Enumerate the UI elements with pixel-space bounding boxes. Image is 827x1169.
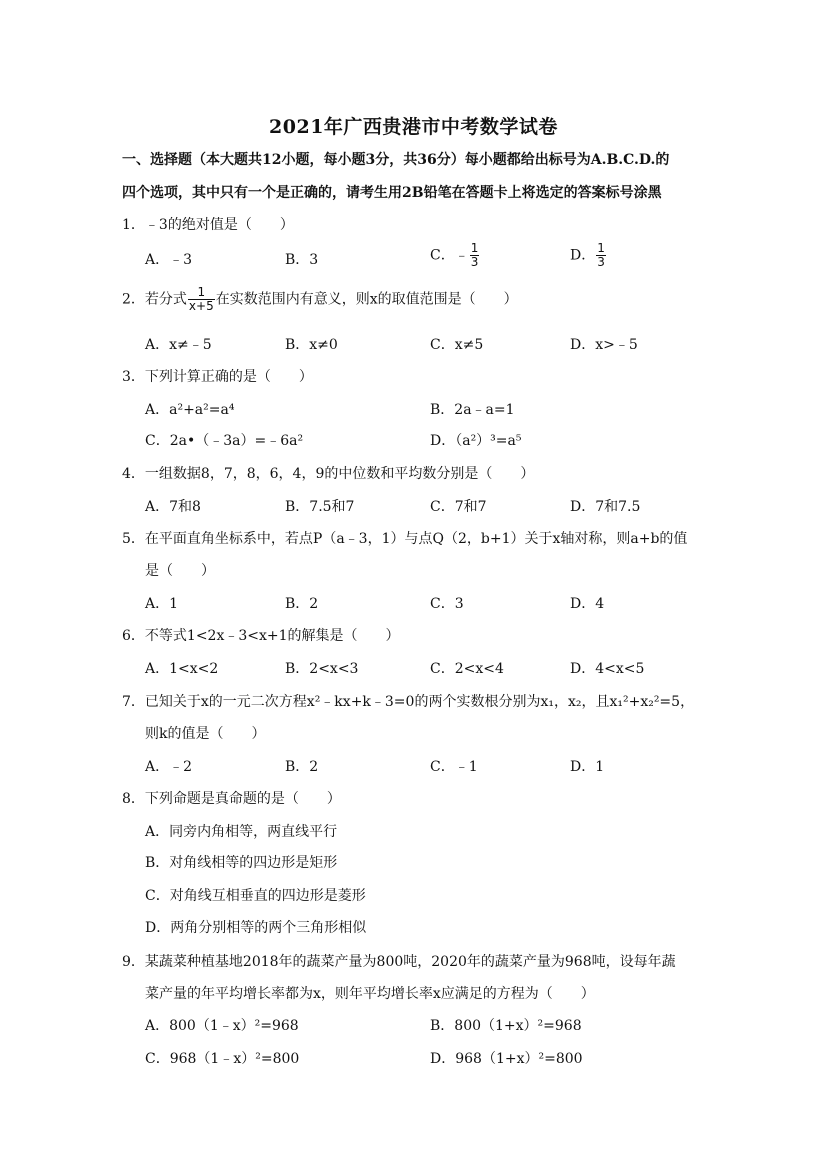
q7-stem-line2: 则k的值是（ ） [145, 726, 266, 742]
q2-fraction [188, 286, 215, 313]
q7-stem-line1: 7．已知关于x的一元二次方程x²﹣kx+k﹣3=0的两个实数根分别为x₁，x₂，且x₁²+x₂²=5， [122, 694, 695, 710]
q9-option-a: A．800（1﹣x）²=968 [145, 1018, 299, 1034]
q5-option-a: A．1 [145, 596, 179, 612]
q4-option-d: D．7和7.5 [570, 499, 641, 515]
q4-option-b: B．7.5和7 [285, 499, 355, 515]
fraction-numerator: 1 [470, 241, 479, 255]
q9-stem-line2: 菜产量的年平均增长率都为x，则年平均增长率x应满足的方程为（ ） [145, 986, 595, 1002]
q5-stem-line1: 5．在平面直角坐标系中，若点P（a﹣3，1）与点Q（2，b+1）关于x轴对称，则a+b的值 [122, 531, 688, 547]
q8-option-b: B．对角线相等的四边形是矩形 [145, 855, 338, 871]
q8-option-a: A．同旁内角相等，两直线平行 [145, 824, 338, 840]
q1-stem: 1．﹣3的绝对值是（ ） [122, 217, 294, 233]
q6-option-b: B．2<x<3 [285, 661, 359, 677]
q1-option-c-prefix: C．﹣ [430, 247, 469, 264]
q8-option-c: C．对角线互相垂直的四边形是菱形 [145, 888, 366, 904]
q6-option-d: D．4<x<5 [570, 661, 645, 677]
q8-stem: 8．下列命题是真命题的是（ ） [122, 791, 341, 807]
q1-option-a: A．﹣3 [145, 252, 193, 268]
q3-option-b: B．2a﹣a=1 [430, 402, 515, 418]
q5-option-c: C．3 [430, 596, 464, 612]
q8-option-d: D．两角分别相等的两个三角形相似 [145, 920, 367, 936]
q5-stem-line2: 是（ ） [145, 563, 215, 579]
q1-option-b: B．3 [285, 252, 319, 268]
q7-option-b: B．2 [285, 759, 319, 775]
fraction-denominator: 3 [470, 255, 479, 269]
q3-option-a: A．a²+a²=a⁴ [145, 402, 235, 418]
q7-option-a: A．﹣2 [145, 759, 193, 775]
q2-option-a: A．x≠﹣5 [145, 337, 212, 353]
q5-option-b: B．2 [285, 596, 319, 612]
q4-option-a: A．7和8 [145, 499, 201, 515]
fraction-denominator: 3 [597, 255, 605, 269]
q2-option-d: D．x>﹣5 [570, 337, 638, 353]
q4-option-c: C．7和7 [430, 499, 487, 515]
section-instructions-line1: 一、选择题（本大题共12小题，每小题3分，共36分）每小题都给出标号为A.B.C.D.的 [122, 152, 670, 168]
q3-stem: 3．下列计算正确的是（ ） [122, 369, 313, 385]
q9-stem-line1: 9．某蔬菜种植基地2018年的蔬菜产量为800吨，2020年的蔬菜产量为968吨，设每年蔬 [122, 954, 676, 970]
q9-option-c: C．968（1﹣x）²=800 [145, 1051, 300, 1067]
q1-option-d [570, 242, 607, 269]
fraction-numerator: 1 [197, 285, 206, 299]
q1-option-c-fraction [470, 242, 480, 269]
q4-stem: 4．一组数据8，7，8，6，4，9的中位数和平均数分别是（ ） [122, 466, 535, 482]
q6-option-c: C．2<x<4 [430, 661, 504, 677]
q1-option-d-prefix: D． [570, 247, 596, 264]
section-instructions-line2: 四个选项，其中只有一个是正确的，请考生用2B铅笔在答题卡上将选定的答案标号涂黑 [122, 185, 662, 201]
q1-option-d-fraction [596, 242, 606, 269]
fraction-denominator: x+5 [188, 299, 214, 313]
q9-option-b: B．800（1+x）²=968 [430, 1018, 582, 1034]
q2-stem-pre: 2．若分式 [122, 291, 187, 308]
q9-option-d: D．968（1+x）²=800 [430, 1051, 583, 1067]
q3-option-c: C．2a•（﹣3a）=﹣6a² [145, 433, 304, 449]
q6-option-a: A．1<x<2 [145, 661, 219, 677]
q3-option-d: D．（a²）³=a⁵ [430, 433, 522, 449]
q2-option-c: C．x≠5 [430, 337, 484, 353]
page-title: 2021年广西贵港市中考数学试卷 [269, 116, 558, 138]
q5-option-d: D．4 [570, 596, 605, 612]
q2-stem [122, 286, 518, 313]
q7-option-d: D．1 [570, 759, 605, 775]
q2-stem-post: 在实数范围内有意义，则x的取值范围是（ ） [215, 291, 518, 308]
q1-option-c [430, 242, 480, 269]
fraction-numerator: 1 [597, 241, 605, 255]
q6-stem: 6．不等式1<2x﹣3<x+1的解集是（ ） [122, 628, 400, 644]
q2-option-b: B．x≠0 [285, 337, 338, 353]
q7-option-c: C．﹣1 [430, 759, 478, 775]
